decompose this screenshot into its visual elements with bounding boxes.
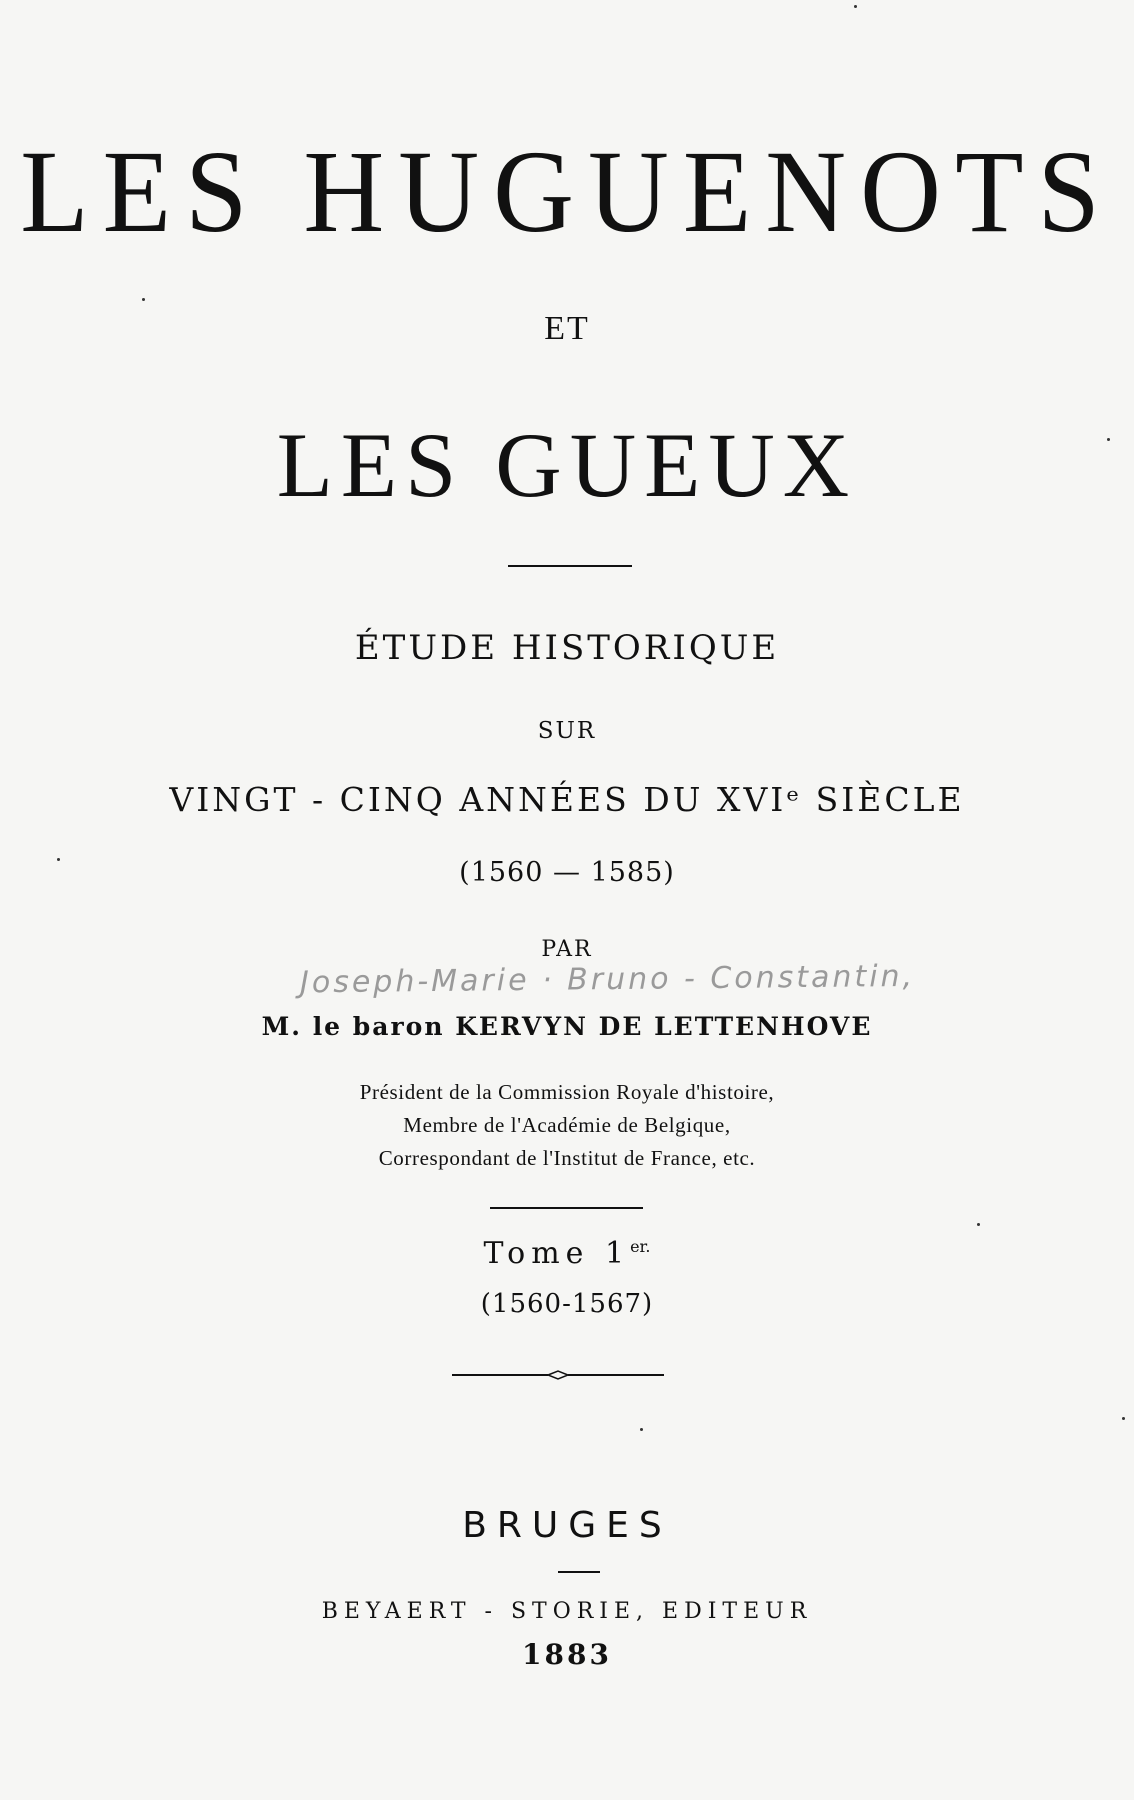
author-name: M. le baron KERVYN DE LETTENHOVE [261,1012,873,1041]
handwritten-annotation: Joseph-Marie · Bruno - Constantin, [299,958,916,1001]
title-conjunction: ET [544,310,590,347]
paper-speck [640,1428,643,1431]
publisher: BEYAERT - STORIE, EDITEUR [321,1599,813,1624]
divider-rule [558,1571,600,1573]
subtitle: ÉTUDE HISTORIQUE [354,628,780,668]
divider-rule [490,1207,643,1209]
paper-speck [1122,1417,1125,1420]
secondary-title: LES GUEUX [276,414,858,516]
divider-rule [508,565,632,567]
ornamental-rule-icon [452,1368,664,1382]
author-affiliation: Membre de l'Académie de Belgique, [403,1113,731,1137]
subtitle-connector: SUR [537,718,597,744]
period-description: VINGT - CINQ ANNÉES DU XVIᵉ SIÈCLE [169,780,965,819]
publication-city: BRUGES [462,1505,672,1546]
paper-speck [142,298,145,301]
by-label: PAR [541,937,593,962]
volume-number: Tome 1 [483,1236,631,1271]
paper-speck [1107,438,1110,441]
paper-speck [57,858,60,861]
paper-speck [977,1223,980,1226]
paper-speck [854,5,857,8]
volume-dates: (1560-1567) [480,1289,654,1319]
publication-year: 1883 [522,1638,612,1671]
main-title: LES HUGUENOTS [20,126,1114,258]
period-dates: (1560 — 1585) [459,857,675,888]
author-affiliation: Président de la Commission Royale d'histoire, [359,1080,775,1104]
author-affiliation: Correspondant de l'Institut de France, etc. [378,1146,756,1170]
volume-superscript: er. [630,1237,651,1256]
volume-label [0,1236,1134,1271]
